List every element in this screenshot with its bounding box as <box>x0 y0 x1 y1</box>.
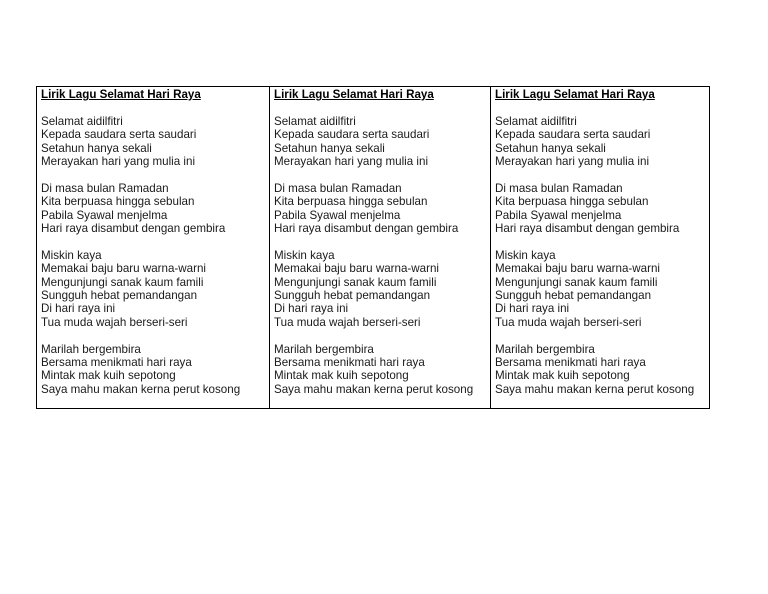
lyrics-table <box>36 86 710 409</box>
stanza-3 <box>495 249 705 329</box>
lyric-line: Di masa bulan Ramadan <box>274 181 402 195</box>
lyric-line: Sungguh hebat pemandangan <box>274 289 431 303</box>
lyric-line: Mintak mak kuih sepotong <box>274 369 409 383</box>
lyric-line: Selamat aidilfitri <box>495 114 577 128</box>
lyric-line: Tua muda wajah berseri-seri <box>274 315 421 329</box>
lyric-line: Memakai baju baru warna-warni <box>274 262 439 276</box>
lyric-line: Marilah bergembira <box>274 342 374 356</box>
lyric-line: Selamat aidilfitri <box>41 114 123 128</box>
lyric-line: Memakai baju baru warna-warni <box>495 262 660 276</box>
lyric-line: Memakai baju baru warna-warni <box>41 262 206 276</box>
lyric-line: Kita berpuasa hingga sebulan <box>41 195 195 209</box>
lyric-line: Marilah bergembira <box>495 342 595 356</box>
lyric-line: Selamat aidilfitri <box>274 114 356 128</box>
lyric-line: Saya mahu makan kerna perut kosong <box>495 382 695 396</box>
lyric-line: Merayakan hari yang mulia ini <box>274 155 429 169</box>
lyric-line: Bersama menikmati hari raya <box>495 356 646 370</box>
lyric-line: Hari raya disambut dengan gembira <box>41 222 226 236</box>
lyric-line: Di masa bulan Ramadan <box>495 181 623 195</box>
lyric-line: Pabila Syawal menjelma <box>274 208 401 222</box>
lyric-line: Saya mahu makan kerna perut kosong <box>41 382 241 396</box>
lyric-line: Bersama menikmati hari raya <box>41 356 192 370</box>
lyric-line: Tua muda wajah berseri-seri <box>495 315 642 329</box>
lyric-line: Mengunjungi sanak kaum famili <box>495 275 658 289</box>
stanza-4 <box>274 343 486 397</box>
lyric-line: Di hari raya ini <box>41 302 116 316</box>
stanza-1 <box>41 115 265 169</box>
lyric-line: Kepada saudara serta saudari <box>495 128 651 142</box>
stanza-2 <box>495 182 705 236</box>
lyric-line: Saya mahu makan kerna perut kosong <box>274 382 474 396</box>
lyric-line: Sungguh hebat pemandangan <box>495 289 652 303</box>
lyrics-column-3 <box>490 87 709 408</box>
stanza-4 <box>495 343 705 397</box>
lyrics-column-2 <box>269 87 490 408</box>
lyric-line: Marilah bergembira <box>41 342 141 356</box>
lyric-line: Hari raya disambut dengan gembira <box>495 222 680 236</box>
lyric-line: Miskin kaya <box>41 248 102 262</box>
lyric-line: Mintak mak kuih sepotong <box>41 369 176 383</box>
lyric-line: Setahun hanya sekali <box>495 141 606 155</box>
lyrics-column-1 <box>37 87 269 408</box>
stanza-4 <box>41 343 265 397</box>
lyric-line: Kita berpuasa hingga sebulan <box>495 195 649 209</box>
lyric-line: Merayakan hari yang mulia ini <box>495 155 650 169</box>
lyric-line: Miskin kaya <box>274 248 335 262</box>
lyric-line: Tua muda wajah berseri-seri <box>41 315 188 329</box>
stanza-2 <box>41 182 265 236</box>
lyric-line: Mengunjungi sanak kaum famili <box>274 275 437 289</box>
lyric-line: Setahun hanya sekali <box>274 141 385 155</box>
stanza-1 <box>495 115 705 169</box>
stanza-2 <box>274 182 486 236</box>
lyric-line: Kepada saudara serta saudari <box>274 128 430 142</box>
lyric-line: Miskin kaya <box>495 248 556 262</box>
lyric-line: Hari raya disambut dengan gembira <box>274 222 459 236</box>
column-title: Lirik Lagu Selamat Hari Raya <box>495 88 655 101</box>
lyric-line: Pabila Syawal menjelma <box>41 208 168 222</box>
lyric-line: Kita berpuasa hingga sebulan <box>274 195 428 209</box>
lyric-line: Di masa bulan Ramadan <box>41 181 169 195</box>
lyric-line: Setahun hanya sekali <box>41 141 152 155</box>
lyric-line: Di hari raya ini <box>274 302 349 316</box>
lyric-line: Di hari raya ini <box>495 302 570 316</box>
lyric-line: Kepada saudara serta saudari <box>41 128 197 142</box>
stanza-3 <box>41 249 265 329</box>
lyric-line: Sungguh hebat pemandangan <box>41 289 198 303</box>
lyric-line: Mintak mak kuih sepotong <box>495 369 630 383</box>
column-title: Lirik Lagu Selamat Hari Raya <box>274 88 434 101</box>
lyric-line: Bersama menikmati hari raya <box>274 356 425 370</box>
lyric-line: Mengunjungi sanak kaum famili <box>41 275 204 289</box>
stanza-1 <box>274 115 486 169</box>
column-title: Lirik Lagu Selamat Hari Raya <box>41 88 201 101</box>
lyric-line: Pabila Syawal menjelma <box>495 208 622 222</box>
lyric-line: Merayakan hari yang mulia ini <box>41 155 196 169</box>
stanza-3 <box>274 249 486 329</box>
